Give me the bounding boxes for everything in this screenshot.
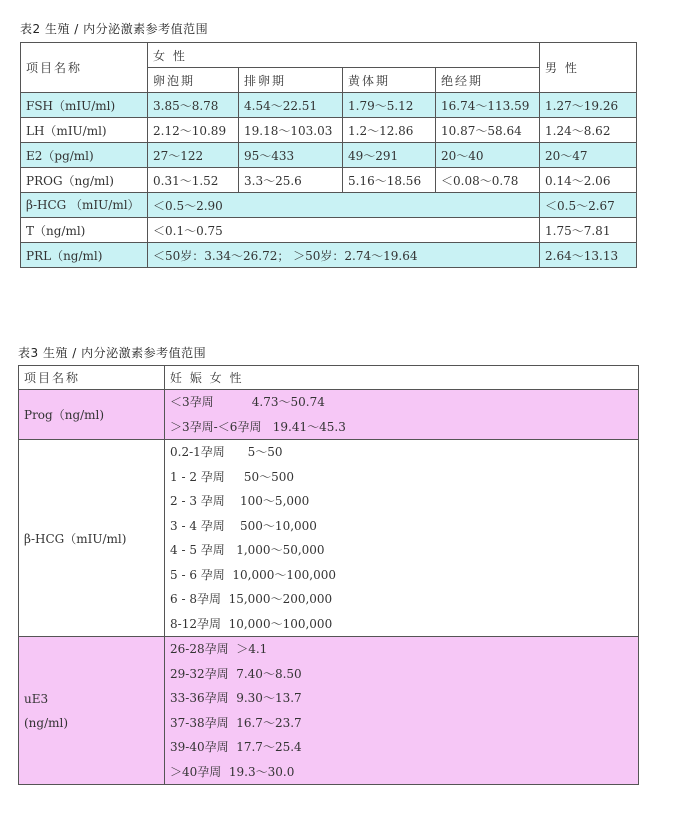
table-row	[21, 93, 637, 118]
line: 6 - 8孕周 15,000～200,000	[170, 592, 333, 606]
row-name-line: uE3	[24, 691, 49, 706]
cell-female: ＜0.5～2.90	[148, 193, 540, 218]
row-name: PRL（ng/ml)	[21, 243, 148, 268]
line: ＞40孕周 19.3～30.0	[170, 764, 295, 779]
row-name: T（ng/ml)	[21, 218, 148, 243]
cell: 16.74～113.59	[436, 93, 540, 118]
cell-female: ＜50岁：3.34～26.72； ＞50岁：2.74～19.64	[148, 243, 540, 268]
table-row	[21, 168, 637, 193]
table-row	[21, 243, 637, 268]
cell: 3.85～8.78	[148, 93, 239, 118]
row-name-line: (ng/ml)	[24, 715, 69, 730]
line: 3 - 4 孕周 500～10,000	[170, 518, 317, 533]
cell-lines	[165, 440, 639, 637]
cell-male: ＜0.5～2.67	[540, 193, 637, 218]
line: 39-40孕周 17.7～25.4	[170, 740, 302, 754]
row-name: β-HCG（mIU/ml)	[19, 440, 165, 637]
cell: 4.54～22.51	[239, 93, 343, 118]
cell-male: 20～47	[540, 143, 637, 168]
table3	[18, 365, 639, 785]
cell-lines	[165, 637, 639, 785]
cell-male: 1.27～19.26	[540, 93, 637, 118]
cell: 1.79～5.12	[343, 93, 436, 118]
line: 0.2-1孕周 5～50	[170, 445, 283, 459]
cell: ＜0.08～0.78	[436, 168, 540, 193]
cell: 5.16～18.56	[343, 168, 436, 193]
line: 5 - 6 孕周 10,000～100,000	[170, 567, 337, 582]
cell: 95～433	[239, 143, 343, 168]
cell: 3.3～25.6	[239, 168, 343, 193]
cell: 1.2～12.86	[343, 118, 436, 143]
cell-lines	[165, 390, 639, 440]
line: 29-32孕周 7.40～8.50	[170, 666, 302, 681]
row-name: E2（pg/ml)	[21, 143, 148, 168]
line: 8-12孕周 10,000～100,000	[170, 616, 333, 631]
line: 37-38孕周 16.7～23.7	[170, 715, 302, 730]
cell: 20～40	[436, 143, 540, 168]
table-row	[19, 637, 639, 785]
header-female: 女 性	[148, 43, 540, 68]
line: ＞3孕周-＜6孕周 19.41～45.3	[170, 419, 346, 434]
cell: 27～122	[148, 143, 239, 168]
table2-caption: 表2 生殖 / 内分泌激素参考值范围	[20, 22, 209, 36]
row-name: PROG（ng/ml)	[21, 168, 148, 193]
header-male: 男 性	[540, 43, 637, 93]
header-phase: 绝经期	[436, 68, 540, 93]
cell: 10.87～58.64	[436, 118, 540, 143]
row-name: FSH（mIU/ml)	[21, 93, 148, 118]
row-name: LH（mIU/ml)	[21, 118, 148, 143]
line: 26-28孕周 ＞4.1	[170, 642, 268, 656]
cell-male: 2.64～13.13	[540, 243, 637, 268]
cell-male: 1.75～7.81	[540, 218, 637, 243]
line: 33-36孕周 9.30～13.7	[170, 691, 302, 705]
cell: 2.12～10.89	[148, 118, 239, 143]
line: 2 - 3 孕周 100～5,000	[170, 494, 310, 508]
line: 1 - 2 孕周 50～500	[170, 469, 295, 484]
table-row	[21, 193, 637, 218]
cell-male: 1.24～8.62	[540, 118, 637, 143]
table2	[20, 42, 637, 268]
line: ＜3孕周 4.73～50.74	[170, 395, 325, 409]
table-row	[21, 118, 637, 143]
cell-female: ＜0.1～0.75	[148, 218, 540, 243]
cell: 19.18～103.03	[239, 118, 343, 143]
table-row	[21, 218, 637, 243]
table3-caption: 表3 生殖 / 内分泌激素参考值范围	[18, 346, 207, 360]
row-name: β-HCG （mIU/ml）	[21, 193, 148, 218]
cell-male: 0.14～2.06	[540, 168, 637, 193]
cell: 0.31～1.52	[148, 168, 239, 193]
row-name: Prog（ng/ml)	[19, 390, 165, 440]
cell: 49～291	[343, 143, 436, 168]
table-row	[19, 440, 639, 637]
table-row	[21, 143, 637, 168]
header-item: 项目名称	[19, 366, 165, 390]
header-group: 妊 娠 女 性	[165, 366, 639, 390]
header-phase: 黄体期	[343, 68, 436, 93]
header-phase: 卵泡期	[148, 68, 239, 93]
header-item: 项目名称	[21, 43, 148, 93]
table-row	[19, 390, 639, 440]
line: 4 - 5 孕周 1,000～50,000	[170, 543, 325, 557]
header-phase: 排卵期	[239, 68, 343, 93]
row-name	[19, 637, 165, 785]
